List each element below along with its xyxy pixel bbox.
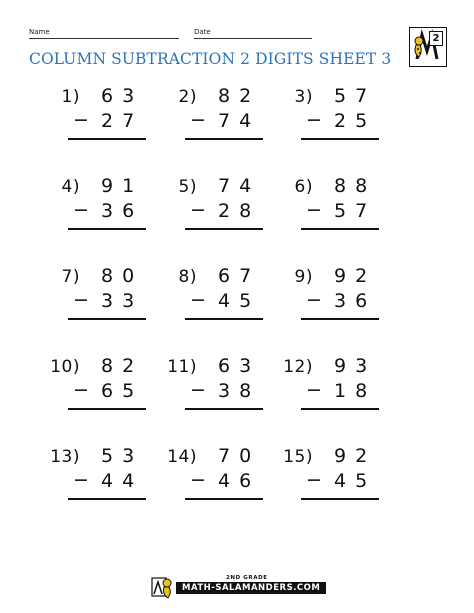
minus-sign: − bbox=[73, 199, 89, 221]
problem-number: 9) bbox=[294, 267, 313, 287]
footer-site: MATH-SALAMANDERS.COM bbox=[176, 582, 326, 594]
problem-number: 8) bbox=[178, 267, 197, 287]
problem-1 bbox=[40, 87, 150, 167]
problem-15 bbox=[273, 447, 383, 527]
answer-line bbox=[68, 318, 146, 320]
math-salamanders-logo bbox=[409, 27, 447, 67]
answer-line bbox=[301, 408, 379, 410]
problem-3 bbox=[273, 87, 383, 167]
answer-line bbox=[301, 318, 379, 320]
subtrahend: 65 bbox=[101, 380, 144, 402]
answer-line bbox=[301, 138, 379, 140]
problem-number: 11) bbox=[167, 357, 197, 377]
problem-11 bbox=[157, 357, 267, 437]
subtrahend: 18 bbox=[334, 380, 377, 402]
subtrahend: 36 bbox=[101, 200, 144, 222]
problem-number: 12) bbox=[283, 357, 313, 377]
problem-number: 3) bbox=[294, 87, 313, 107]
answer-line bbox=[68, 138, 146, 140]
answer-line bbox=[185, 318, 263, 320]
minuend: 53 bbox=[101, 445, 144, 467]
problem-4 bbox=[40, 177, 150, 257]
minuend: 82 bbox=[101, 355, 144, 377]
minus-sign: − bbox=[73, 109, 89, 131]
problem-10 bbox=[40, 357, 150, 437]
minus-sign: − bbox=[306, 199, 322, 221]
minuend: 88 bbox=[334, 175, 377, 197]
problem-number: 10) bbox=[50, 357, 80, 377]
problem-number: 4) bbox=[61, 177, 80, 197]
footer-grade: 2ND GRADE bbox=[226, 575, 268, 581]
minuend: 80 bbox=[101, 265, 144, 287]
problem-9 bbox=[273, 267, 383, 347]
problem-number: 14) bbox=[167, 447, 197, 467]
subtrahend: 45 bbox=[218, 290, 261, 312]
name-label: Name bbox=[29, 28, 50, 36]
problem-7 bbox=[40, 267, 150, 347]
answer-line bbox=[301, 498, 379, 500]
grade-badge: 2 bbox=[429, 31, 443, 46]
salamander-mascot-icon bbox=[150, 574, 174, 600]
minus-sign: − bbox=[190, 379, 206, 401]
subtrahend: 45 bbox=[334, 470, 377, 492]
minuend: 92 bbox=[334, 445, 377, 467]
answer-line bbox=[68, 408, 146, 410]
problem-8 bbox=[157, 267, 267, 347]
subtrahend: 33 bbox=[101, 290, 144, 312]
subtrahend: 44 bbox=[101, 470, 144, 492]
minuend: 82 bbox=[218, 85, 261, 107]
subtrahend: 36 bbox=[334, 290, 377, 312]
problem-number: 13) bbox=[50, 447, 80, 467]
problem-12 bbox=[273, 357, 383, 437]
answer-line bbox=[185, 408, 263, 410]
answer-line bbox=[185, 138, 263, 140]
minuend: 57 bbox=[334, 85, 377, 107]
subtrahend: 28 bbox=[218, 200, 261, 222]
problem-5 bbox=[157, 177, 267, 257]
minus-sign: − bbox=[190, 199, 206, 221]
problem-2 bbox=[157, 87, 267, 167]
minus-sign: − bbox=[306, 379, 322, 401]
problem-number: 15) bbox=[283, 447, 313, 467]
minus-sign: − bbox=[73, 469, 89, 491]
subtrahend: 46 bbox=[218, 470, 261, 492]
minuend: 92 bbox=[334, 265, 377, 287]
footer-logo bbox=[150, 574, 340, 600]
minuend: 67 bbox=[218, 265, 261, 287]
minuend: 63 bbox=[218, 355, 261, 377]
answer-line bbox=[185, 498, 263, 500]
minus-sign: − bbox=[190, 289, 206, 311]
problem-number: 1) bbox=[61, 87, 80, 107]
minus-sign: − bbox=[73, 379, 89, 401]
problem-number: 2) bbox=[178, 87, 197, 107]
problem-6 bbox=[273, 177, 383, 257]
minuend: 93 bbox=[334, 355, 377, 377]
answer-line bbox=[68, 228, 146, 230]
minuend: 63 bbox=[101, 85, 144, 107]
minuend: 91 bbox=[101, 175, 144, 197]
subtrahend: 38 bbox=[218, 380, 261, 402]
page-title: COLUMN SUBTRACTION 2 DIGITS SHEET 3 bbox=[29, 50, 392, 68]
minuend: 70 bbox=[218, 445, 261, 467]
minus-sign: − bbox=[190, 109, 206, 131]
problem-number: 6) bbox=[294, 177, 313, 197]
date-label: Date bbox=[194, 28, 211, 36]
minus-sign: − bbox=[73, 289, 89, 311]
answer-line bbox=[185, 228, 263, 230]
name-line bbox=[29, 38, 179, 39]
minuend: 74 bbox=[218, 175, 261, 197]
answer-line bbox=[301, 228, 379, 230]
minus-sign: − bbox=[306, 469, 322, 491]
problem-13 bbox=[40, 447, 150, 527]
subtrahend: 27 bbox=[101, 110, 144, 132]
date-line bbox=[194, 38, 312, 39]
problem-number: 7) bbox=[61, 267, 80, 287]
problem-14 bbox=[157, 447, 267, 527]
minus-sign: − bbox=[190, 469, 206, 491]
problem-number: 5) bbox=[178, 177, 197, 197]
minus-sign: − bbox=[306, 109, 322, 131]
subtrahend: 74 bbox=[218, 110, 261, 132]
subtrahend: 57 bbox=[334, 200, 377, 222]
subtrahend: 25 bbox=[334, 110, 377, 132]
minus-sign: − bbox=[306, 289, 322, 311]
answer-line bbox=[68, 498, 146, 500]
